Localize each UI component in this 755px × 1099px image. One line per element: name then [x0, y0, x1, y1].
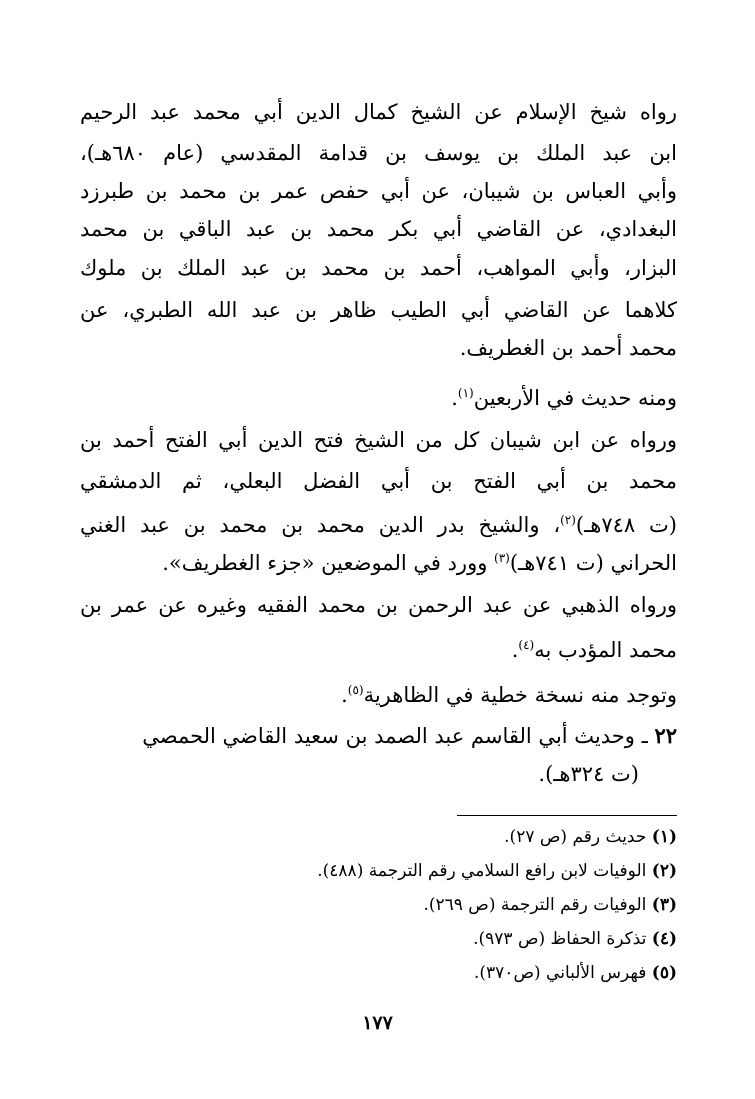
text-line: كلاهما عن القاضي أبي الطيب ظاهر بن عبد الله الطبري، عن: [80, 298, 677, 322]
text-span: الحراني (ت ٧٤١هـ): [509, 551, 677, 575]
text-span: .: [341, 683, 348, 707]
footnote-ref: (٣): [494, 551, 510, 565]
text-line: [80, 630, 677, 665]
footnote: [77, 825, 677, 849]
text-line: [80, 543, 677, 578]
text-line: البزار، وأبي المواهب، أحمد بن محمد بن عبد الملك بن ملوك: [80, 256, 677, 280]
footnote-number: (٢): [651, 861, 677, 881]
footnote: [77, 859, 677, 883]
footnote: [77, 927, 677, 951]
footnote-ref: (٢): [560, 513, 576, 527]
footnote-number: (٤): [651, 929, 677, 949]
text-span: ومنه حديث في الأربعين: [473, 386, 677, 410]
footnote-number: (٥): [651, 963, 677, 983]
text-span: محمد المؤدب به: [534, 638, 677, 662]
footnote-text: فهرس الألباني (ص٣٧٠).: [474, 963, 647, 983]
text-line: ورواه الذهبي عن عبد الرحمن بن محمد الفقيه وغيره عن عمر بن: [80, 593, 677, 617]
text-span: وورد في الموضعين «جزء الغطريف».: [162, 551, 495, 575]
footnote-number: (٣): [651, 895, 677, 915]
text-line: محمد أحمد بن الغطريف.: [459, 336, 677, 360]
text-line: البغدادي، عن القاضي أبي بكر محمد بن عبد الباقي بن محمد: [80, 217, 677, 241]
footnote-ref: (٤): [518, 638, 535, 652]
text-line: (ت ٣٢٤هـ).: [538, 762, 639, 786]
text-line: [80, 675, 677, 710]
item-dash: ـ: [641, 724, 648, 748]
numbered-item: [80, 721, 677, 751]
footnote-divider: [457, 815, 677, 816]
footnote-ref: (١): [457, 386, 474, 400]
footnote-text: الوفيات رقم الترجمة (ص ٢٦٩).: [423, 895, 647, 915]
text-line: محمد بن أبي الفتح بن أبي الفضل البعلي، ثم الدمشقي: [80, 469, 677, 493]
text-line: [80, 378, 677, 413]
footnote: [77, 961, 677, 985]
footnote-text: الوفيات لابن رافع السلامي رقم الترجمة (٤٨٨).: [317, 861, 647, 881]
text-span: (ت ٧٤٨هـ): [575, 513, 677, 537]
text-span: ، والشيخ بدر الدين محمد بن محمد بن عبد الغني: [80, 513, 561, 537]
text-span: .: [451, 386, 458, 410]
footnote-text: تذكرة الحفاظ (ص ٩٧٣).: [473, 929, 647, 949]
text-line: [80, 505, 677, 540]
page-number: ١٧٧: [362, 1012, 393, 1034]
item-number: ٢٢: [654, 723, 677, 748]
text-line: رواه شيخ الإسلام عن الشيخ كمال الدين أبي محمد عبد الرحيم: [80, 100, 677, 124]
footnote-ref: (٥): [347, 683, 364, 697]
footnote: [77, 893, 677, 917]
footnote-number: (١): [651, 827, 677, 847]
text-line: ورواه عن ابن شيبان كل من الشيخ فتح الدين أبي الفتح أحمد بن: [80, 428, 677, 452]
text-line: وأبي العباس بن شيبان، عن أبي حفص عمر بن محمد بن طبرزد: [80, 179, 677, 203]
footnote-text: حديث رقم (ص ٢٧).: [504, 827, 647, 847]
text-span: .: [511, 638, 519, 662]
text-span: وتوجد منه نسخة خطية في الظاهرية: [363, 683, 677, 707]
text-line: ابن عبد الملك بن يوسف بن قدامة المقدسي (عام ٦٨٠هـ)،: [80, 141, 677, 165]
item-text: وحديث أبي القاسم عبد الصمد بن سعيد القاضي الحمصي: [142, 724, 635, 748]
